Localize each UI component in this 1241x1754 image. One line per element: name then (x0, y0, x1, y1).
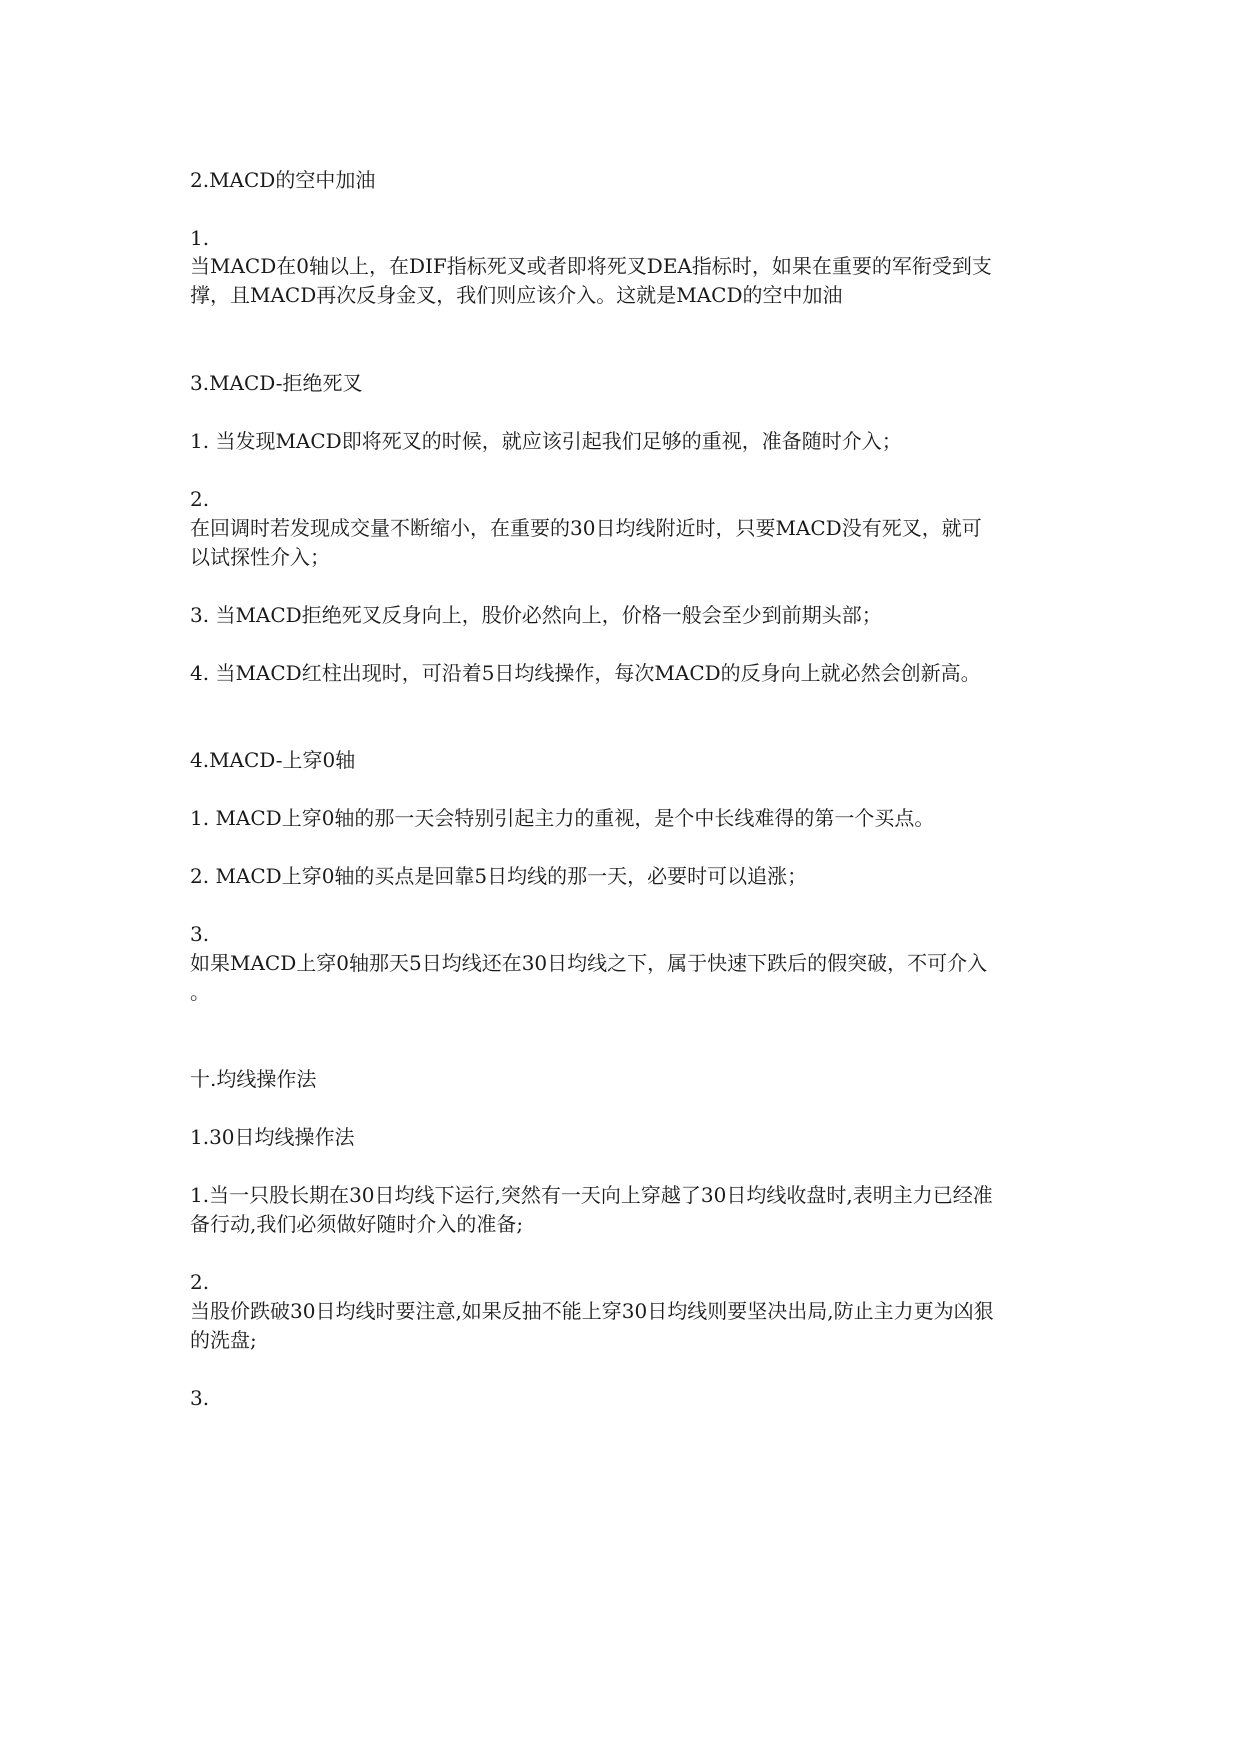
list-item-text: 如果MACD上穿0轴那天5日均线还在30日均线之下，属于快速下跌后的假突破，不可介入 (190, 951, 988, 975)
list-item-text: 1.当一只股长期在30日均线下运行,突然有一天向上穿越了30日均线收盘时,表明主力已经准 (190, 1183, 993, 1207)
list-item-number: 2. (190, 487, 210, 511)
section-heading-macd-refuel: 2.MACD的空中加油 (190, 168, 376, 192)
list-item: 3. 当MACD拒绝死叉反身向上，股价必然向上，价格一般会至少到前期头部； (190, 603, 882, 627)
section-heading-macd-cross-zero: 4.MACD-上穿0轴 (190, 748, 356, 772)
list-item: 4. 当MACD红柱出现时，可沿着5日均线操作，每次MACD的反身向上就必然会创新高。 (190, 661, 981, 685)
list-item: 2. MACD上穿0轴的买点是回靠5日均线的那一天，必要时可以追涨； (190, 864, 808, 888)
list-item-text: 的洗盘; (190, 1328, 257, 1352)
list-item: 1. MACD上穿0轴的那一天会特别引起主力的重视，是个中长线难得的第一个买点。 (190, 806, 935, 830)
list-item-text: 在回调时若发现成交量不断缩小，在重要的30日均线附近时，只要MACD没有死叉，就可 (190, 516, 982, 540)
list-item-number: 1. (190, 226, 210, 250)
section-heading-macd-reject: 3.MACD-拒绝死叉 (190, 371, 363, 395)
list-item-text: 撑，且MACD再次反身金叉，我们则应该介入。这就是MACD的空中加油 (190, 283, 843, 307)
list-item-number: 3. (190, 1386, 210, 1410)
list-item-number: 3. (190, 922, 210, 946)
list-item-text: 当MACD在0轴以上，在DIF指标死叉或者即将死叉DEA指标时，如果在重要的军衔受到支 (190, 254, 992, 278)
list-item-text: 当股价跌破30日均线时要注意,如果反抽不能上穿30日均线则要坚决出局,防止主力更为凶狠 (190, 1299, 994, 1323)
list-item-text: 备行动,我们必须做好随时介入的准备; (190, 1212, 524, 1236)
list-item-number: 2. (190, 1270, 210, 1294)
subsection-heading: 1.30日均线操作法 (190, 1125, 355, 1149)
list-item-text: 以试探性介入； (190, 545, 330, 569)
section-heading-ma-method: 十.均线操作法 (190, 1067, 317, 1091)
list-item-text: 。 (190, 980, 210, 1004)
list-item: 1. 当发现MACD即将死叉的时候，就应该引起我们足够的重视，准备随时介入； (190, 429, 902, 453)
